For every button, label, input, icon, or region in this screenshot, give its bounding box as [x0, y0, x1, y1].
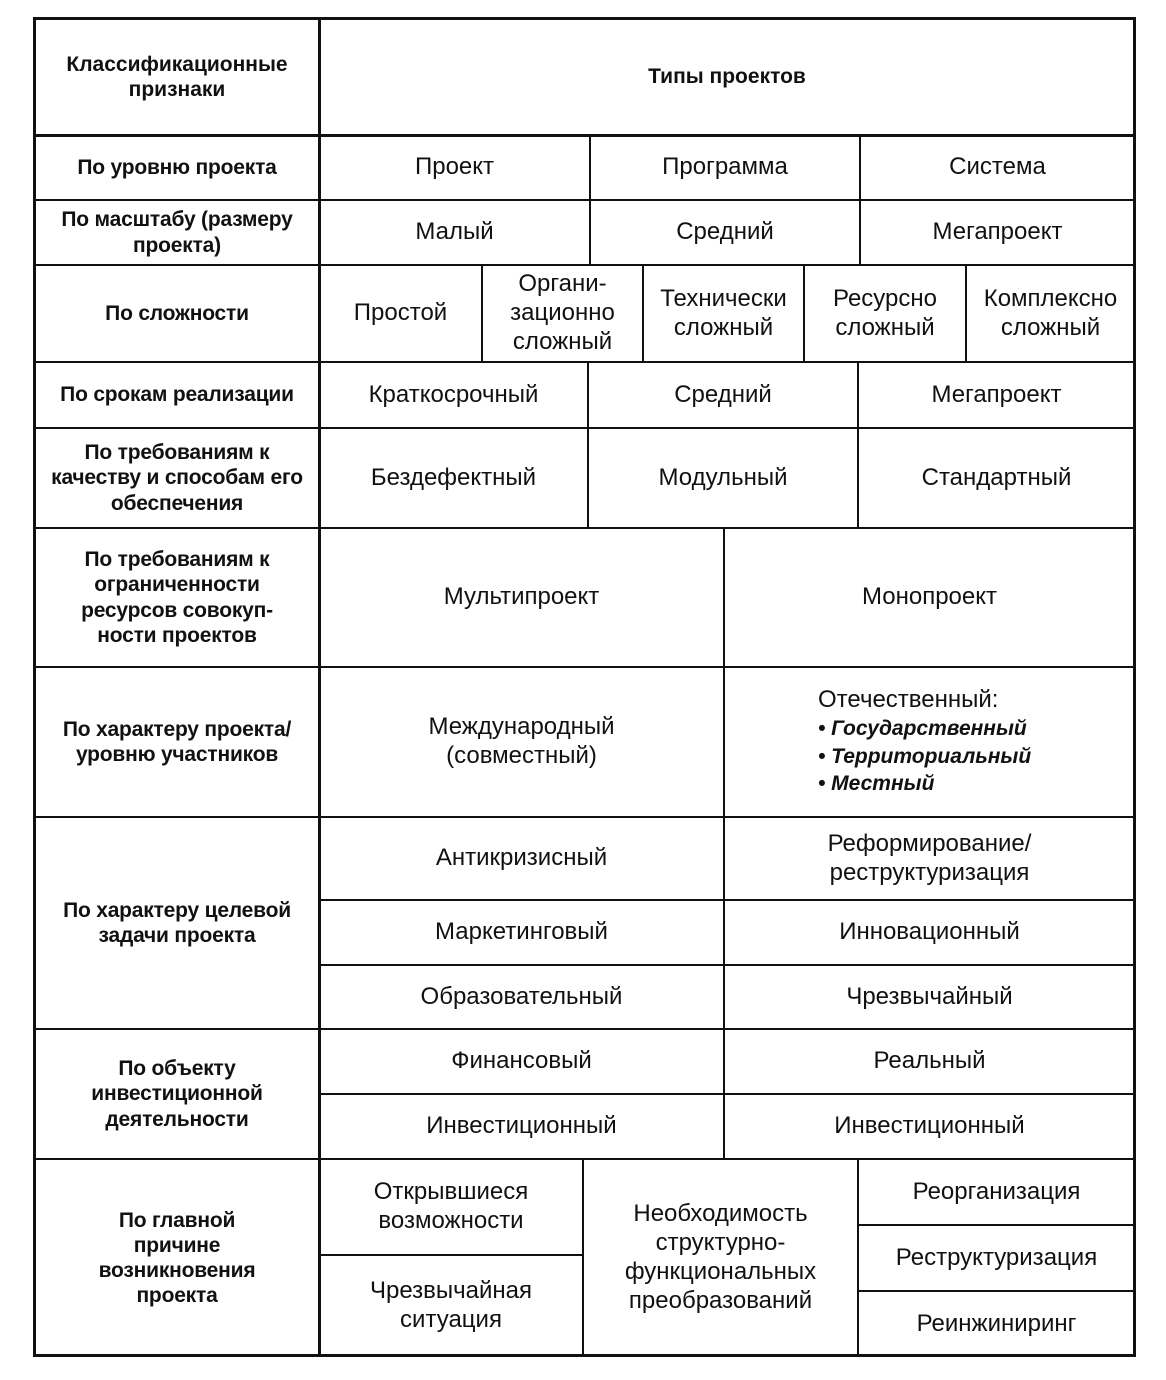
type-cell: Средний [674, 380, 772, 408]
type-cell: Простой [353, 299, 448, 327]
type-cell: Реформирование/ реструктуризация [827, 829, 1032, 886]
row-label-quality: По требованиям к качеству и способам его обеспечения [51, 441, 303, 515]
type-cell: Реинжиниринг [916, 1309, 1077, 1337]
type-cell: Средний [676, 218, 774, 246]
type-cell: Образовательный [420, 982, 623, 1010]
row-label-resources: По требованиям к ограниченности ресурсов совокуп-ности проектов [81, 548, 273, 647]
type-cell: Органи-зационно сложный [510, 270, 615, 355]
type-cell: Технически сложный [660, 284, 787, 341]
type-cell: Чрезвычайная ситуация [369, 1277, 533, 1333]
type-cell: Инвестиционный [426, 1112, 617, 1140]
type-cell: Бездефектный [370, 463, 537, 491]
type-cell: Маркетинговый [435, 918, 608, 946]
type-cell: Реальный [873, 1047, 986, 1075]
type-cell: Мегапроект [932, 218, 1063, 246]
type-cell: Антикризисный [435, 844, 608, 872]
type-cell: Финансовый [451, 1047, 592, 1075]
type-cell: Программа [662, 153, 788, 181]
row-label-level: По уровню проекта [77, 155, 277, 179]
type-cell: Открывшиеся возможности [373, 1178, 529, 1234]
domestic-item: • Государственный [818, 716, 1027, 740]
type-cell: Мегапроект [931, 380, 1062, 408]
row-label-terms: По срокам реализации [60, 383, 294, 407]
type-cell: Система [949, 153, 1046, 181]
row-label-target: По характеру целевой задачи проекта [63, 898, 291, 947]
type-cell: Инновационный [839, 918, 1020, 946]
type-cell: Малый [415, 218, 494, 246]
row-label-cause: По главной причине возникновения проекта [98, 1208, 256, 1308]
type-cell: Краткосрочный [368, 380, 539, 408]
type-cell: Проект [414, 153, 495, 181]
header-criteria: Классификационные признаки [66, 52, 288, 101]
row-label-scale: По масштабу (размеру проекта) [61, 208, 293, 257]
type-cell: Чрезвычайный [846, 982, 1013, 1010]
header-types: Типы проектов [648, 65, 806, 89]
type-cell-domestic [818, 668, 1134, 816]
type-cell: Ресурсно сложный [833, 284, 937, 341]
type-cell: Мультипроект [443, 583, 600, 611]
type-cell-international: Международный (совместный) [428, 713, 615, 769]
row-label-complexity: По сложности [105, 301, 249, 325]
domestic-title: Отечественный: [818, 686, 999, 714]
type-cell: Модульный [658, 463, 788, 491]
type-cell: Стандартный [921, 463, 1072, 491]
type-cell: Реструктуризация [895, 1243, 1098, 1271]
type-cell: Реорганизация [912, 1177, 1081, 1205]
type-cell: Инвестиционный [834, 1112, 1025, 1140]
domestic-item: • Территориальный [818, 744, 1032, 768]
type-cell: Необходимость структурно-функциональных преобразований [624, 1200, 817, 1314]
type-cell: Комплексно сложный [983, 284, 1118, 341]
row-label-character: По характеру проекта/ уровню участников [62, 717, 292, 766]
row-label-object: По объекту инвестиционной деятельности [91, 1057, 263, 1131]
domestic-item: • Местный [818, 772, 935, 796]
type-cell: Монопроект [861, 583, 997, 611]
